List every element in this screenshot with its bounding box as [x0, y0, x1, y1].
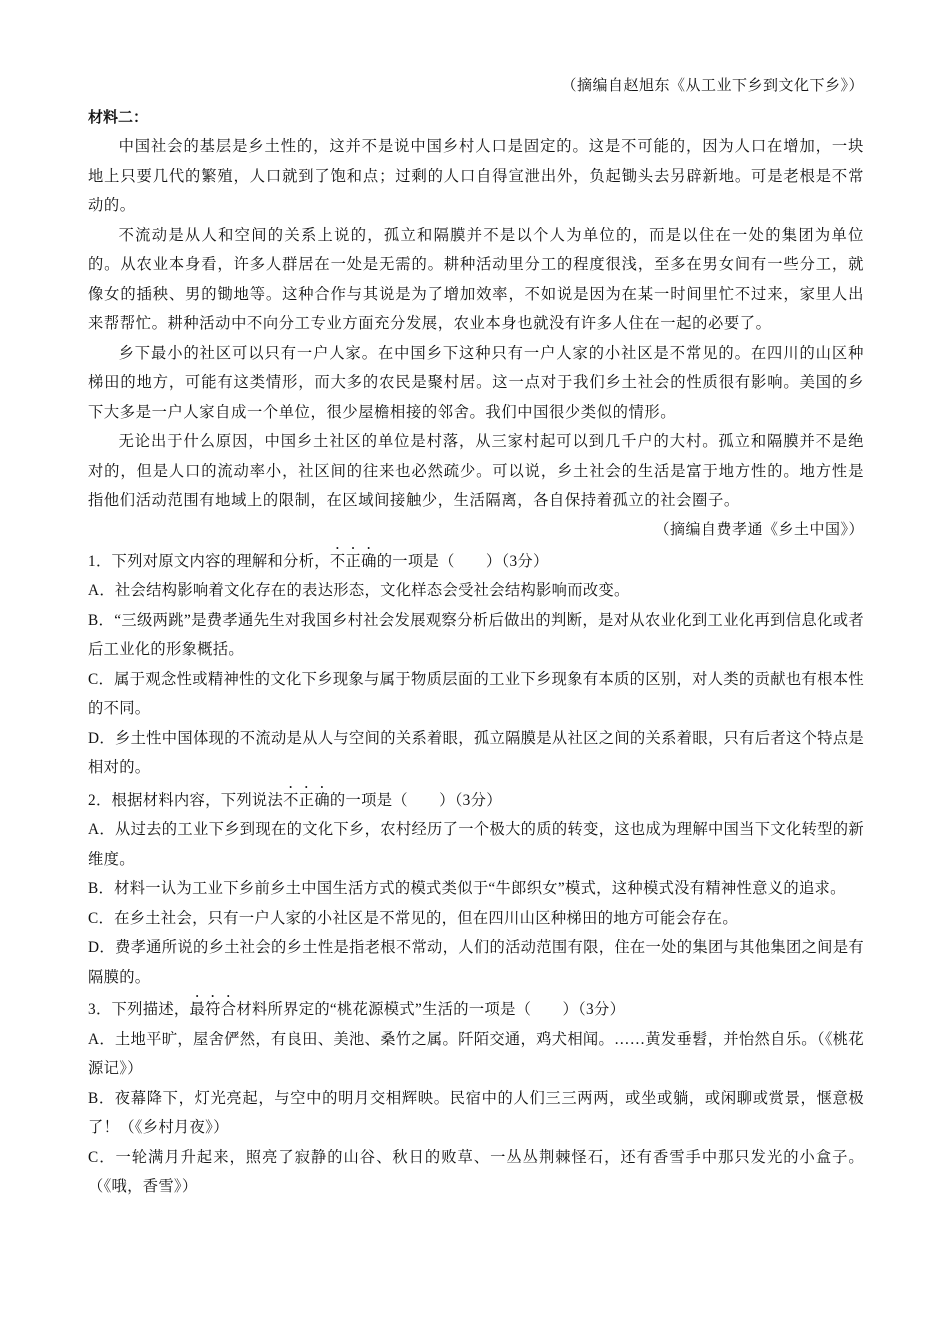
option-b[interactable]: B．“三级两跳”是费孝通先生对我国乡村社会发展观察分析后做出的判断，是对从农业化到工业化再到信息化或者后工业化的形象概括。: [88, 611, 864, 658]
question-stem: 3．下列描述，最符合材料所界定的“桃花源模式”生活的一项是（ ）（3分）: [88, 1001, 626, 1018]
material-2-paragraph: 乡下最小的社区可以只有一户人家。在中国乡下这种只有一户人家的小社区是不常见的。在四川的山区种梯田的地方，可能有这类情形，而大多的农民是聚村居。这一点对于我们乡土社会的性质很有影响。美国的乡下大多是一户人家自成一个单位，很少屋檐相接的邻舍。我们中国很少类似的情形。: [88, 343, 864, 421]
option-a[interactable]: A．土地平旷，屋舍俨然，有良田、美池、桑竹之属。阡陌交通，鸡犬相闻。……黄发垂髫，并怡然自乐。（《桃花源记》）: [88, 1030, 864, 1077]
question-number: 3．: [88, 1001, 112, 1018]
exam-page: [88, 72, 864, 1202]
option-b[interactable]: B．夜幕降下，灯光亮起，与空中的明月交相辉映。民宿中的人们三三两两，或坐或躺，或闲聊或赏景，惬意极了！（《乡村月夜》）: [88, 1089, 864, 1136]
option-b[interactable]: B．材料一认为工业下乡前乡土中国生活方式的模式类似于“牛郎织女”模式，这种模式没有精神性意义的追求。: [88, 880, 846, 897]
question-stem: 1．下列对原文内容的理解和分析，不正确的一项是（ ）（3分）: [88, 552, 549, 570]
option-c[interactable]: C．属于观念性或精神性的文化下乡现象与属于物质层面的工业下乡现象有本质的区别，对人类的贡献也有根本性的不同。: [88, 670, 864, 717]
material-2-heading: 材料二：: [88, 108, 149, 126]
question-stem: 2．根据材料内容，下列说法不正确的一项是（ ）（3分）: [88, 791, 502, 809]
question-number: 2．: [88, 791, 112, 809]
question-2: [88, 783, 864, 993]
question-list: [88, 544, 864, 1202]
source-citation-2: （摘编自费孝通《乡土中国》）: [654, 519, 864, 538]
option-a[interactable]: A．社会结构影响着文化存在的表达形态，文化样态会受社会结构影响而改变。: [88, 582, 630, 599]
answer-blank[interactable]: [408, 792, 439, 809]
option-a[interactable]: A．从过去的工业下乡到现在的文化下乡，农村经历了一个极大的质的转变，这也成为理解中国当下文化转型的新维度。: [88, 821, 864, 868]
answer-blank[interactable]: [455, 553, 486, 570]
option-c[interactable]: C．一轮满月升起来，照亮了寂静的山谷、秋日的败草、一丛丛荆棘怪石，还有香雪手中那只发光的小盒子。（《哦，香雪》）: [88, 1148, 864, 1195]
option-c[interactable]: C．在乡土社会，只有一户人家的小社区是不常见的，但在四川山区种梯田的地方可能会存在。: [88, 909, 738, 927]
material-2-paragraph: 不流动是从人和空间的关系上说的，孤立和隔膜并不是以个人为单位的，而是以住在一处的集团为单位的。从农业本身看，许多人群居在一处是无需的。耕种活动里分工的程度很浅，至多在男女间有一些分工，就像女的插秧、男的锄地等。这种合作与其说是为了增加效率，不如说是因为在某一时间里忙不过来，家里人出来帮帮忙。耕种活动中不向分工专业方面充分发展，农业本身也就没有许多人住在一起的必要了。: [88, 225, 864, 332]
source-citation-1: （摘编自赵旭东《从工业下乡到文化下乡》）: [561, 76, 864, 94]
answer-blank[interactable]: [531, 1001, 562, 1018]
emphasized-keyword: 不正确: [329, 552, 377, 570]
question-number: 1．: [88, 552, 112, 570]
material-2-paragraph: 中国社会的基层是乡土性的，这并不是说中国乡村人口是固定的。这是不可能的，因为人口在增加，一块地上只要几代的繁殖，人口就到了饱和点；过剩的人口自得宣泄出外，负起锄头去另辟新地。可是老根是不常动的。: [88, 137, 864, 214]
option-d[interactable]: D．费孝通所说的乡土社会的乡土性是指老根不常动，人们的活动范围有限，住在一处的集团与其他集团之间是有隔膜的。: [88, 939, 864, 986]
emphasized-keyword: 不正确: [283, 791, 330, 809]
question-1: [88, 544, 864, 783]
material-2-paragraph: 无论出于什么原因，中国乡土社区的单位是村落，从三家村起可以到几千户的大村。孤立和隔膜并不是绝对的，但是人口的流动率小，社区间的往来也必然疏少。可以说，乡土社会的生活是富于地方性的。地方性是指他们活动范围有地域上的限制，在区域间接触少，生活隔离，各自保持着孤立的社会圈子。: [88, 432, 864, 509]
emphasized-keyword: 最符合: [189, 1001, 237, 1018]
option-d[interactable]: D．乡土性中国体现的不流动是从人与空间的关系着眼，孤立隔膜是从社区之间的关系着眼，只有后者这个特点是相对的。: [88, 729, 864, 776]
question-3: [88, 992, 864, 1202]
